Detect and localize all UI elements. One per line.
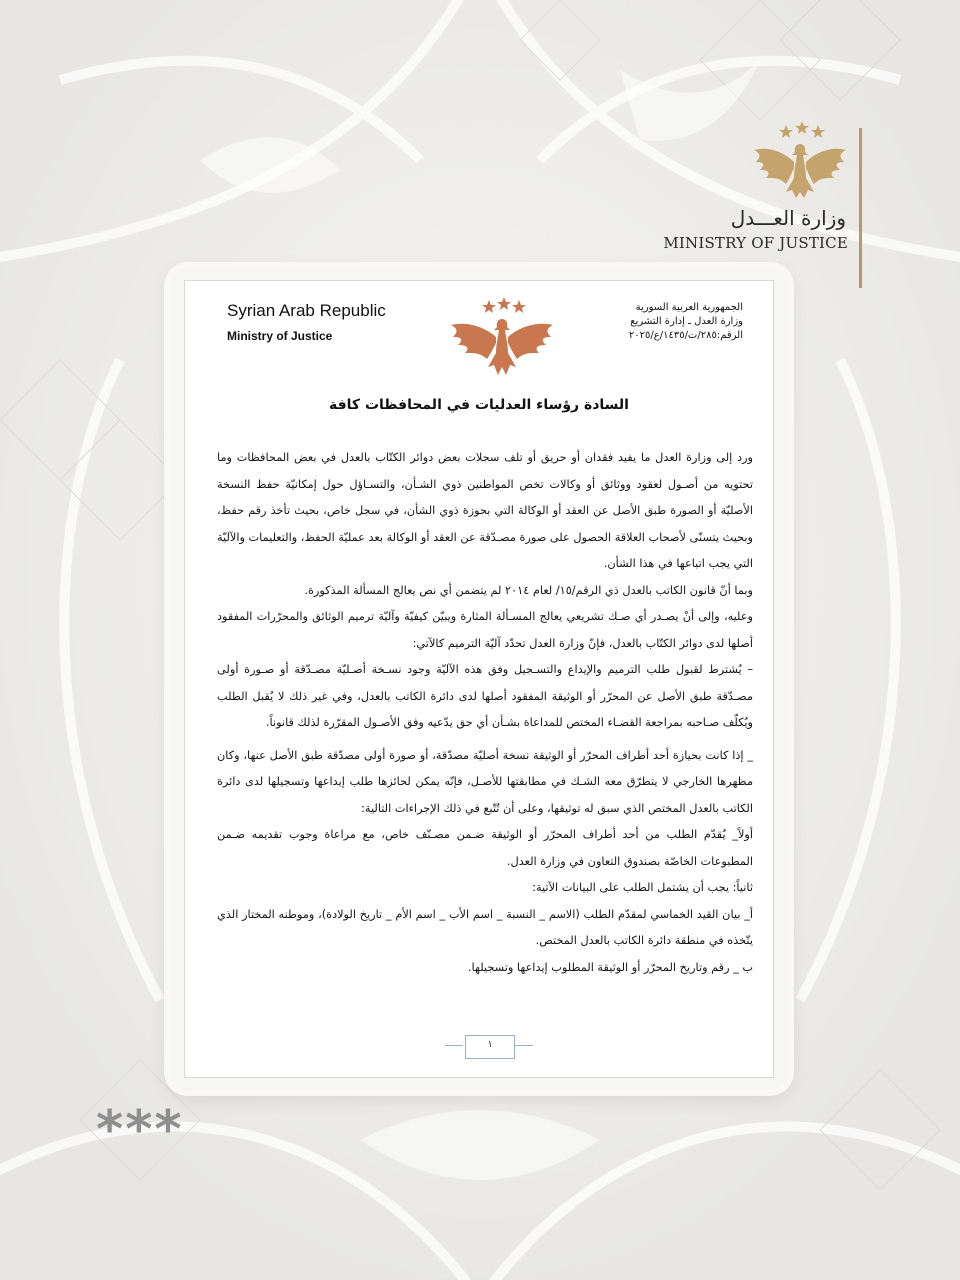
ministry-brand: [663, 118, 860, 293]
paragraph: أ_ بيان القيد الخماسي لمقدّم الطلب (الاسم _ النسبة _ اسم الأب _ اسم الأم _ تاريخ الولادة)، وموطنه المختار الذي يتّخذه في منطقة دائرة الكاتب بالعدل المختص.: [217, 907, 753, 947]
document-page: [184, 280, 774, 1078]
paragraph: ثانياً: يجب أن يشتمل الطلب على البيانات الآتية:: [532, 881, 753, 894]
ministry-name-arabic: وزارة العـــدل: [730, 206, 846, 230]
paragraph: وبما أنّ قانون الكاتب بالعدل ذي الرقم/١٥/ لعام ٢٠١٤ لم يتضمن أي نص يعالج المسألة المذكورة.: [304, 583, 753, 597]
paragraph: وعليه، وإلى أنْ يصـدر أي صـك تشريعي يعالج المسـألة المثارة ويبيّن كيفيّة وآليّة ترميم الوثائق والمحرّرات المفقود أصلها لدى دوائر الكتّاب بالعدل، فإنّ وزارة العدل تحدّد آليّة الترميم كالآتي:: [217, 610, 753, 650]
decorative-stars: ***: [96, 1100, 184, 1160]
eagle-emblem-icon: [447, 297, 557, 383]
header-arabic: [629, 301, 743, 343]
paragraph: ورد إلى وزارة العدل ما يفيد فقدان أو حريق أو تلف سجلات بعض دوائر الكتّاب بالعدل في بعض المحافظات وما تحتويه من أصـول لعقود ووثائق أو وكالات تخص المواطنين ذوي الشـأن، والتسـاؤل حول إمكانيّة حفظ النسخة الأصليّة أو الصورة طبق الأصل عن العقد أو الوكالة التي بحوزة ذوي الشأن، في سجل خاص، بحيث تأخذ رقم حفظ، وبحيث يتسنّى لأصحاب العلاقة الحصول على صورة مصـدّقة عن العقد أو الوكالة بعد عمليّة الحفظ، والتعليمات والآليّة التي يجب اتباعها في هذا الشأن.: [217, 451, 753, 570]
paragraph: _ إذا كانت بحيازة أحد أطراف المحرّر أو الوثيقة نسخة أصليّة مصدّقة، أو صورة أولى مصدّقة طبق الأصل عنها، وكان مظهرها الخارجي لا يتطرّق معه الشـك في مطابقتها للأصـل، فإنّه يمكن لحائزها طلب إيداعها وتسجيلها لدى دائرة الكاتب بالعدل المختص الذي سبق له توثيقها، وعلى أن تُتّبع في ذلك الإجراءات التالية:: [217, 748, 753, 815]
header-country: Syrian Arab Republic: [227, 301, 386, 320]
page-number-ornament: [445, 1045, 463, 1046]
paragraph: أولاً_ يُقدّم الطلب من أحد أطراف المحرّر أو الوثيقة ضـمن مصـنّف خاص، مع مراعاة وجوب تقديمه ضـمن المطبوعات الخاصّة بصندوق التعاون في وزارة العدل.: [217, 828, 753, 868]
header-ar-reference: الرقم:٢٨٥/ت/١٤٣٥/ع/٢٠٢٥: [628, 330, 743, 341]
header-ministry: Ministry of Justice: [227, 329, 333, 343]
addressee-title: السادة رؤساء العدليات في المحافظات كافة: [329, 397, 629, 413]
document-body: [217, 445, 753, 981]
page-number: ١: [487, 1039, 493, 1050]
paragraph: ب _ رقم وتاريخ المحرّر أو الوثيقة المطلوب إيداعها وتسجيلها.: [467, 960, 753, 974]
header-ar-country: الجمهورية العربية السورية: [635, 302, 743, 313]
page-number-frame: [465, 1035, 515, 1059]
ministry-name-english: MINISTRY OF JUSTICE: [663, 234, 848, 252]
page-number-ornament: [515, 1045, 533, 1046]
header-ar-department: وزارة العدل ـ إدارة التشريع: [630, 316, 743, 327]
header-english: [227, 301, 386, 343]
document-card: [170, 268, 788, 1090]
eagle-emblem-icon: [750, 122, 850, 212]
paragraph: – يُشترط لقبول طلب الترميم والإيداع والتسـجيل وفق هذه الآليّة وجود نسـخة أصـليّة مصـدّقة أو صـورة أولى مصـدّقة طبق الأصل عن المحرّر أو الوثيقة المفقود أصلها لدى دائرة الكاتب بالعدل، وفي غير ذلك لا يُقبل الطلب ويُكلّف صـاحبه بمراجعة القضـاء المختص للمداعاة بشـأن أي حق يدّعيه وفق الأصـول المقرّرة لذلك قانوناً.: [217, 663, 753, 729]
